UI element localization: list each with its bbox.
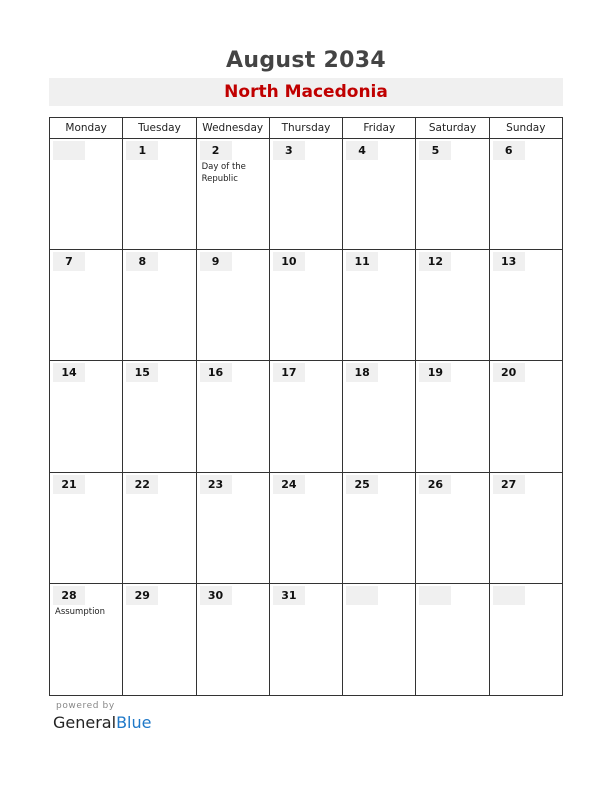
day-number: 20 <box>493 363 525 382</box>
day-cell <box>343 139 416 249</box>
day-number: 2 <box>200 141 232 160</box>
day-cell <box>416 139 489 249</box>
country-name: North Macedonia <box>224 82 388 102</box>
day-number: 18 <box>346 363 378 382</box>
day-number: 27 <box>493 475 525 494</box>
day-number: 12 <box>419 252 451 271</box>
day-number: 11 <box>346 252 378 271</box>
day-cell <box>270 139 343 249</box>
day-number: 21 <box>53 475 85 494</box>
day-number <box>53 141 85 160</box>
logo-blue: Blue <box>116 713 152 732</box>
week-row <box>50 473 562 584</box>
week-row <box>50 361 562 472</box>
logo-general: General <box>53 713 117 732</box>
day-number: 15 <box>126 363 158 382</box>
day-number <box>493 586 525 605</box>
day-number: 8 <box>126 252 158 271</box>
day-number: 31 <box>273 586 305 605</box>
day-number <box>419 586 451 605</box>
day-number: 22 <box>126 475 158 494</box>
day-cell <box>490 473 562 583</box>
day-cell <box>490 361 562 471</box>
day-number: 7 <box>53 252 85 271</box>
day-cell <box>343 361 416 471</box>
day-cell <box>490 139 562 249</box>
day-number: 25 <box>346 475 378 494</box>
day-number: 14 <box>53 363 85 382</box>
weekday-friday: Friday <box>343 118 416 138</box>
day-cell <box>197 584 270 695</box>
day-cell <box>490 584 562 695</box>
week-row <box>50 250 562 361</box>
holiday-label: Assumption <box>55 606 106 617</box>
day-number: 1 <box>126 141 158 160</box>
day-cell <box>270 584 343 695</box>
day-cell <box>343 473 416 583</box>
weekday-monday: Monday <box>50 118 123 138</box>
day-number: 30 <box>200 586 232 605</box>
day-cell <box>50 473 123 583</box>
day-cell <box>416 584 489 695</box>
day-number: 26 <box>419 475 451 494</box>
day-number: 29 <box>126 586 158 605</box>
weekday-sunday: Sunday <box>506 122 546 134</box>
day-cell <box>343 584 416 695</box>
day-number: 3 <box>273 141 305 160</box>
day-number: 5 <box>419 141 451 160</box>
calendar-grid <box>49 117 563 696</box>
day-cell <box>123 473 196 583</box>
weekday-header-row <box>50 118 562 139</box>
day-cell <box>50 139 123 249</box>
day-number <box>346 586 378 605</box>
day-cell <box>416 361 489 471</box>
day-cell <box>270 250 343 360</box>
day-cell <box>416 473 489 583</box>
day-cell <box>50 250 123 360</box>
day-cell <box>123 361 196 471</box>
weeks-container <box>50 139 562 695</box>
week-row <box>50 139 562 250</box>
day-number: 23 <box>200 475 232 494</box>
country-banner <box>49 78 563 106</box>
weekday-wednesday: Wednesday <box>197 118 270 138</box>
day-number: 6 <box>493 141 525 160</box>
day-cell <box>197 361 270 471</box>
powered-by-text: powered by <box>56 701 115 711</box>
day-number: 10 <box>273 252 305 271</box>
day-cell <box>50 584 123 695</box>
week-row <box>50 584 562 695</box>
day-cell <box>490 250 562 360</box>
weekday-saturday: Saturday <box>416 118 489 138</box>
day-number: 4 <box>346 141 378 160</box>
day-number: 24 <box>273 475 305 494</box>
day-number: 9 <box>200 252 232 271</box>
day-cell <box>197 139 270 249</box>
weekday-thursday: Thursday <box>270 118 343 138</box>
day-number: 16 <box>200 363 232 382</box>
day-cell <box>197 473 270 583</box>
day-number: 19 <box>419 363 451 382</box>
day-cell <box>50 361 123 471</box>
day-cell <box>123 250 196 360</box>
holiday-label: Day of the Republic <box>201 162 246 184</box>
day-cell <box>343 250 416 360</box>
calendar-title: August 2034 <box>226 48 386 73</box>
day-number: 17 <box>273 363 305 382</box>
weekday-tuesday: Tuesday <box>123 118 196 138</box>
day-cell <box>123 584 196 695</box>
day-number: 13 <box>493 252 525 271</box>
day-cell <box>270 361 343 471</box>
day-cell <box>123 139 196 249</box>
day-cell <box>197 250 270 360</box>
generalblue-logo[interactable] <box>53 713 151 732</box>
day-number: 28 <box>53 586 85 605</box>
day-cell <box>270 473 343 583</box>
day-cell <box>416 250 489 360</box>
